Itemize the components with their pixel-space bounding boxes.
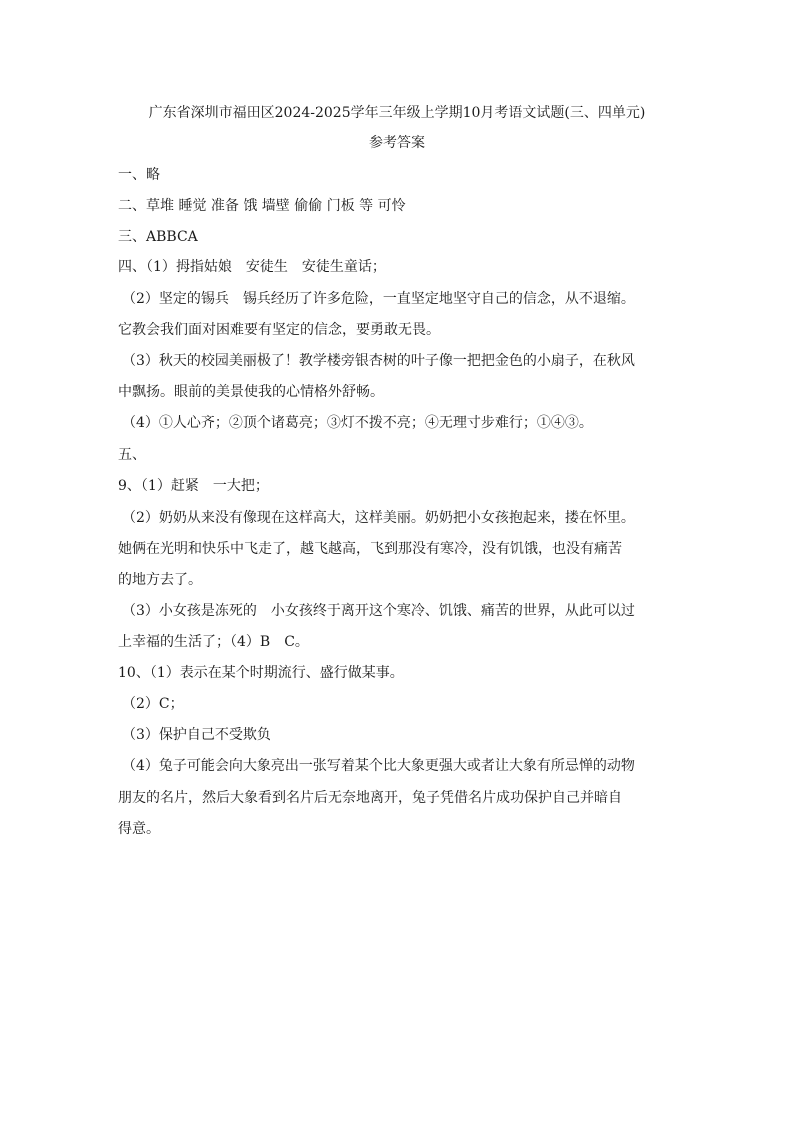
answer-line: （3）保护自己不受欺负 [122, 727, 271, 743]
answer-line: 三、ABBCA [118, 229, 198, 245]
answer-line: 得意。 [118, 821, 160, 837]
answer-line: 上幸福的生活了；（4）B C。 [118, 634, 309, 650]
answer-line: 中飘扬。眼前的美景使我的心情格外舒畅。 [118, 384, 384, 400]
answer-line: （2）C； [122, 696, 184, 712]
answer-line: （3）秋天的校园美丽极了！教学楼旁银杏树的叶子像一把把金色的小扇子，在秋风 [122, 353, 635, 369]
answer-line: 的地方去了。 [118, 572, 202, 588]
answer-line: 她俩在光明和快乐中飞走了，越飞越高，飞到那没有寒冷，没有饥饿，也没有痛苦 [118, 541, 622, 557]
answer-line: 朋友的名片，然后大象看到名片后无奈地离开，兔子凭借名片成功保护自己并暗自 [118, 790, 622, 806]
document-title: 广东省深圳市福田区2024-2025学年三年级上学期10月考语文试题(三、四单元) [148, 105, 646, 121]
answer-line: （4）①人心齐；②顶个诸葛亮；③灯不拨不亮；④无理寸步难行；①④③。 [122, 415, 593, 431]
answer-line: 9、（1）赶紧 一大把； [118, 478, 269, 494]
answer-line: （3）小女孩是冻死的 小女孩终于离开这个寒冷、饥饿、痛苦的世界，从此可以过 [122, 603, 635, 619]
answer-line: 五、 [118, 447, 146, 463]
answer-line: 它教会我们面对困难要有坚定的信念，要勇敢无畏。 [118, 322, 440, 338]
document-subtitle: 参考答案 [369, 135, 425, 151]
answer-line: 一、略 [118, 167, 160, 183]
answer-line: 四、（1）拇指姑娘 安徒生 安徒生童话； [118, 259, 386, 275]
answer-line: 二、草堆 睡觉 准备 饿 墙壁 偷偷 门板 等 可怜 [118, 198, 406, 214]
answer-line: 10、（1）表示在某个时期流行、盛行做某事。 [118, 665, 404, 681]
answer-line: （2）坚定的锡兵 锡兵经历了许多危险，一直坚定地坚守自己的信念，从不退缩。 [122, 291, 635, 307]
answer-line: （2）奶奶从来没有像现在这样高大，这样美丽。奶奶把小女孩抱起来，搂在怀里。 [122, 510, 635, 526]
answer-line: （4）兔子可能会向大象亮出一张写着某个比大象更强大或者让大象有所忌惮的动物 [122, 758, 635, 774]
